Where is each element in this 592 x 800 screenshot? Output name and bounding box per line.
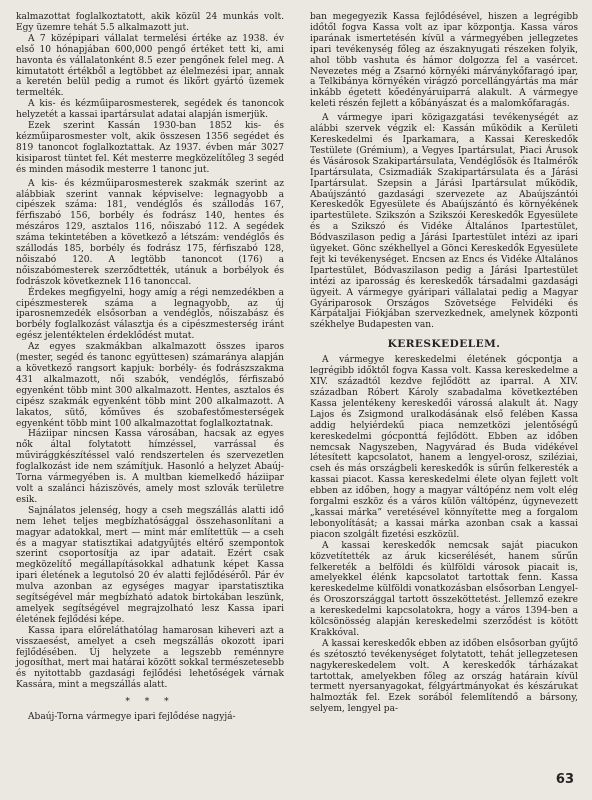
body-paragraph: Sajnálatos jelenség, hogy a cseh megszállás alatti idő nem lehet teljes megbízhatósággal összehasonlítani a magyar adatokkal, mert — mint már említettük — a cseh és a magyar statisztikai adatgyűjtés eltérő szempontok szerint csoportosítja az ipar adatait. Ezért csak megközelítő megállapításokkal adhatunk képet Kassa ipari életének a legutolsó 20 év alatti fejlődéséről. Pár év mulva azonban az egységes magyar iparstatisztika segítségével már megbízható adatok birtokában leszünk, amelyek segítségével megrajzolható lesz Kassa ipari életének fejlődési képe. bbox=[16, 505, 284, 625]
body-paragraph: A 7 középipari vállalat termelési értéke az 1938. év első 10 hónapjában 600,000 pengő értéket tett ki, ami havonta és vállalatonként 8.5 ezer pengőnek felel meg. A kimutatott értékből a legtöbbet az élelmezési ipar, annak a keretén belül pedig a rumot és likőrt gyártó üzemek termelték. bbox=[16, 33, 284, 99]
body-paragraph: ban megegyezik Kassa fejlődésével, hiszen a legrégibb időtől fogva Kassa volt az ipar központja. Kassa város iparának ismertetésén kívül a vármegyében jellegzetes ipari tevékenység főleg az északnyugati részeken folyik, ahol több vashuta és hámor dolgozza fel a vasércet. Nevezetes még a Zsarnó környéki márványkőfaragó ipar, a Telkibánya környékén virágzó porcellángyártás ma már inkább égetett kőedényáruiparrá alakult. A vármegye keleti részén fejlett a kőbányászat és a malomkőfaragás. bbox=[310, 12, 578, 110]
body-paragraph: A kis- és kézműiparosmesterek, segédek és tanoncok helyzetét a kassai ipartársulat adatai alapján ismerjük. bbox=[16, 99, 284, 121]
section-heading: KERESKEDELEM. bbox=[387, 338, 501, 351]
body-paragraph: Az egyes szakmákban alkalmazott összes iparos (mester, segéd és tanonc együttesen) számarányа alapján a következő rangsort kapjuk: borbély- és fodrászszakma 431 alkalmazott, női szabók, vendéglős, férfiszabó egyenként több mint 300 alkalmazott. Hentes, asztalos és cipész szakmák egyenként több mint 200 alkalmazott. A lakatos, sütő, kőműves és szobafestőmesterségek egyenként több mint 100 alkalmazottat foglalkoztatnak. bbox=[16, 342, 284, 429]
left-column bbox=[16, 12, 284, 723]
body-paragraph: A kassai kereskedők nemcsak saját piacukon közvetítették az áruk kicserélését, hanem sűrűn felkereték a belföldi és külföldi városok piacait is, amelyekkel élénk kapcsolatot tartottak fenn. Kassa kereskedelme külföldi vonatkozásban elsősorban Lengyel- és Oroszországgal tartott összeköttetést. Jellemző ezekre a kereskedelmi kapcsolatokra, hogy a város 1394-ben a kölcsönösség alapján kereskedelmi szerződést is kötött Krakkóval. bbox=[310, 540, 578, 638]
body-paragraph: Háziipar nincsen Kassa városában, hacsak az egyes nők által folytatott hímzéssel, varrással és művirággkészítéssel való rendszertelen és szervezetlen foglalkozást ide nem számítjuk. Hasonló a helyzet Abaúj-Torna vármegyében is. A multban kiemelkedő háziipar volt a szalánci háziszövés, amely most szlovák területre esik. bbox=[16, 429, 284, 505]
body-paragraph: A vármegye ipari közigazgatási tevékenységét az alábbi szervek végzik el: Kassán működik a Kerületi Kereskedelmi és Iparkamara, a Kassai Kereskedők Testülete (Grémium), a Vegyes Ipartársulat, Piaci Árusok és Vásárosok Szakipartársulata, Vendéglősök és Italmérők Ipartársulata, Csizmadiák Szakipartársulata és a Járási Ipartársulat. Szepsin a Járási Ipartársulat működik, Abaújszántó gazdasági szervezete az Abaújszántói Kereskedők Egyesülete és Abaújszántó és környékének ipartestülete. Szikszón a Szikszói Kereskedők Egyesülete és a Szikszó és Vidéke Általános Ipartestület, Bódvaszilason pedig a Járási Ipartestület intézi az ipari ügyeket. Gönc székhellyel a Gönci Kereskedők Egyesülete fejt ki tevékenységet. Encsen az Encs és Vidéke Általános Ipartestület, Bódvaszilason pedig a Járási Ipartestület intézi az iparosság és kereskedők társadalmi gazdasági ügyeit. A vármegye gyáripari vállalatai pedig a Magyar Gyáriparosok Országos Szövetsége Felvidéki és Kárpátaljai Fiókjában szervezkednek, amelynek központi székhelye Budapesten van. bbox=[310, 113, 578, 331]
body-paragraph: kalmazottat foglalkoztatott, akik közül 24 munkás volt. Egy üzemre tehát 5.5 alkalmazott jut. bbox=[16, 12, 284, 33]
body-paragraph: A vármegye kereskedelmi életének gócpontja a legrégibb időktől fogva Kassa volt. Kassa kereskedelme a XIV. századtól kezdve fejlődött az iparral. A XIV. században Róbert Károly szabadalma következtében Kassa jelentékeny kereskedői várossá alakult át. Nagy Lajos és Zsigmond uralkodásának első felében Kassa addig helyiérdekű piaca nemzetközi jelentőségű kereskedelmi gócponttá fejlődött. Ebben az időben nemcsak Nagyszeben, Nagyvárad és Buda vidékével létesített kapcsolatot, hanem a lengyel-orosz, sziléziai, cseh és más országbeli kereskedők is sűrűn felkeresték a kassai piacot. Kassa kereskedelmi élete olyan fejlett volt ebben az időben, hogy a magyar váltópénz nem volt elég forgalmi eszköz és a város külön váltópénz, úgynevezett „kassai márka” veretésével könnyítette meg a forgalom lebonyolítását; a kassai márka azonban csak a kassai piacon szolgált fizetési eszközül. bbox=[310, 355, 578, 540]
body-paragraph: A kassai kereskedők ebben az időben elsősorban gyűjtő és szétosztó tevékenységet folytatott, tehát jellegzetesen nagykereskedelem volt. A kereskedők tárházakat tartottak, amelyekben főleg az ország határain kívül termett nyersanyagokat, félgyártmányokat és készárukat halmozták fel. Ezek sorából felemlítendő a bársony, selyem, lengyel pa- bbox=[310, 638, 578, 715]
right-column bbox=[310, 12, 578, 723]
text-columns bbox=[16, 12, 578, 723]
body-paragraph: Érdekes megfigyelni, hogy amíg a régi nemzedékben a cipészmesterek száma a legnagyobb, az új iparosnemzedék elsősorban a vendéglős, nőiszabász és borbély foglalkozást választja és a cipészmesterség iránt egész jelentéktelen érdeklődést mutat. bbox=[16, 287, 284, 342]
body-paragraph: Ezek szerint Kassán 1930-ban 1852 kis- és kézműiparosmester volt, akik összesen 1356 segédet és 819 tanoncot foglalkoztattak. Az 1937. évben már 3027 kisiparost tüntet fel. Két mesterre megközelítőleg 3 segéd és minden második mesterre 1 tanonc jut. bbox=[16, 121, 284, 175]
page-number: 63 bbox=[555, 772, 574, 787]
section-separator: * * * bbox=[125, 697, 175, 708]
body-paragraph: Kassa ipara előreláthatólag hamarosan kiheveri azt a visszaesést, amelyet a cseh megszállás okozott ipari fejlődésében. Új helyzete a legszebb reménnyre jogosíthat, mert mai határai között sokkal természetesebb és nyitottabb gazdasági fejlődési lehetőségek várnak Kassára, mint a megszállás alatt. bbox=[16, 625, 284, 691]
body-paragraph: A kis- és kézműiparosmesterek szakmák szerint az alábbiak szerint vannak képviselve: legnagyobb a cipészek száma: 181, vendéglős és szállodás 167, férfiszabó 156, borbély és fodrász 140, hentes és mészáros 129, asztalos 116, nőiszabó 112. A segédek száma tekintetében a következő a létszám: vendéglős és szállodás 185, borbély és fodrász 175, férfiszabó 128, nőiszabó 120. A legtöbb tanoncot (176) a nőiszabómesterek szerződtették, utánuk a borbélyok és fodrászok következnek 116 tanonccal. bbox=[16, 178, 284, 287]
body-paragraph: Abaúj-Torna vármegye ipari fejlődése nagyjá- bbox=[28, 712, 236, 723]
